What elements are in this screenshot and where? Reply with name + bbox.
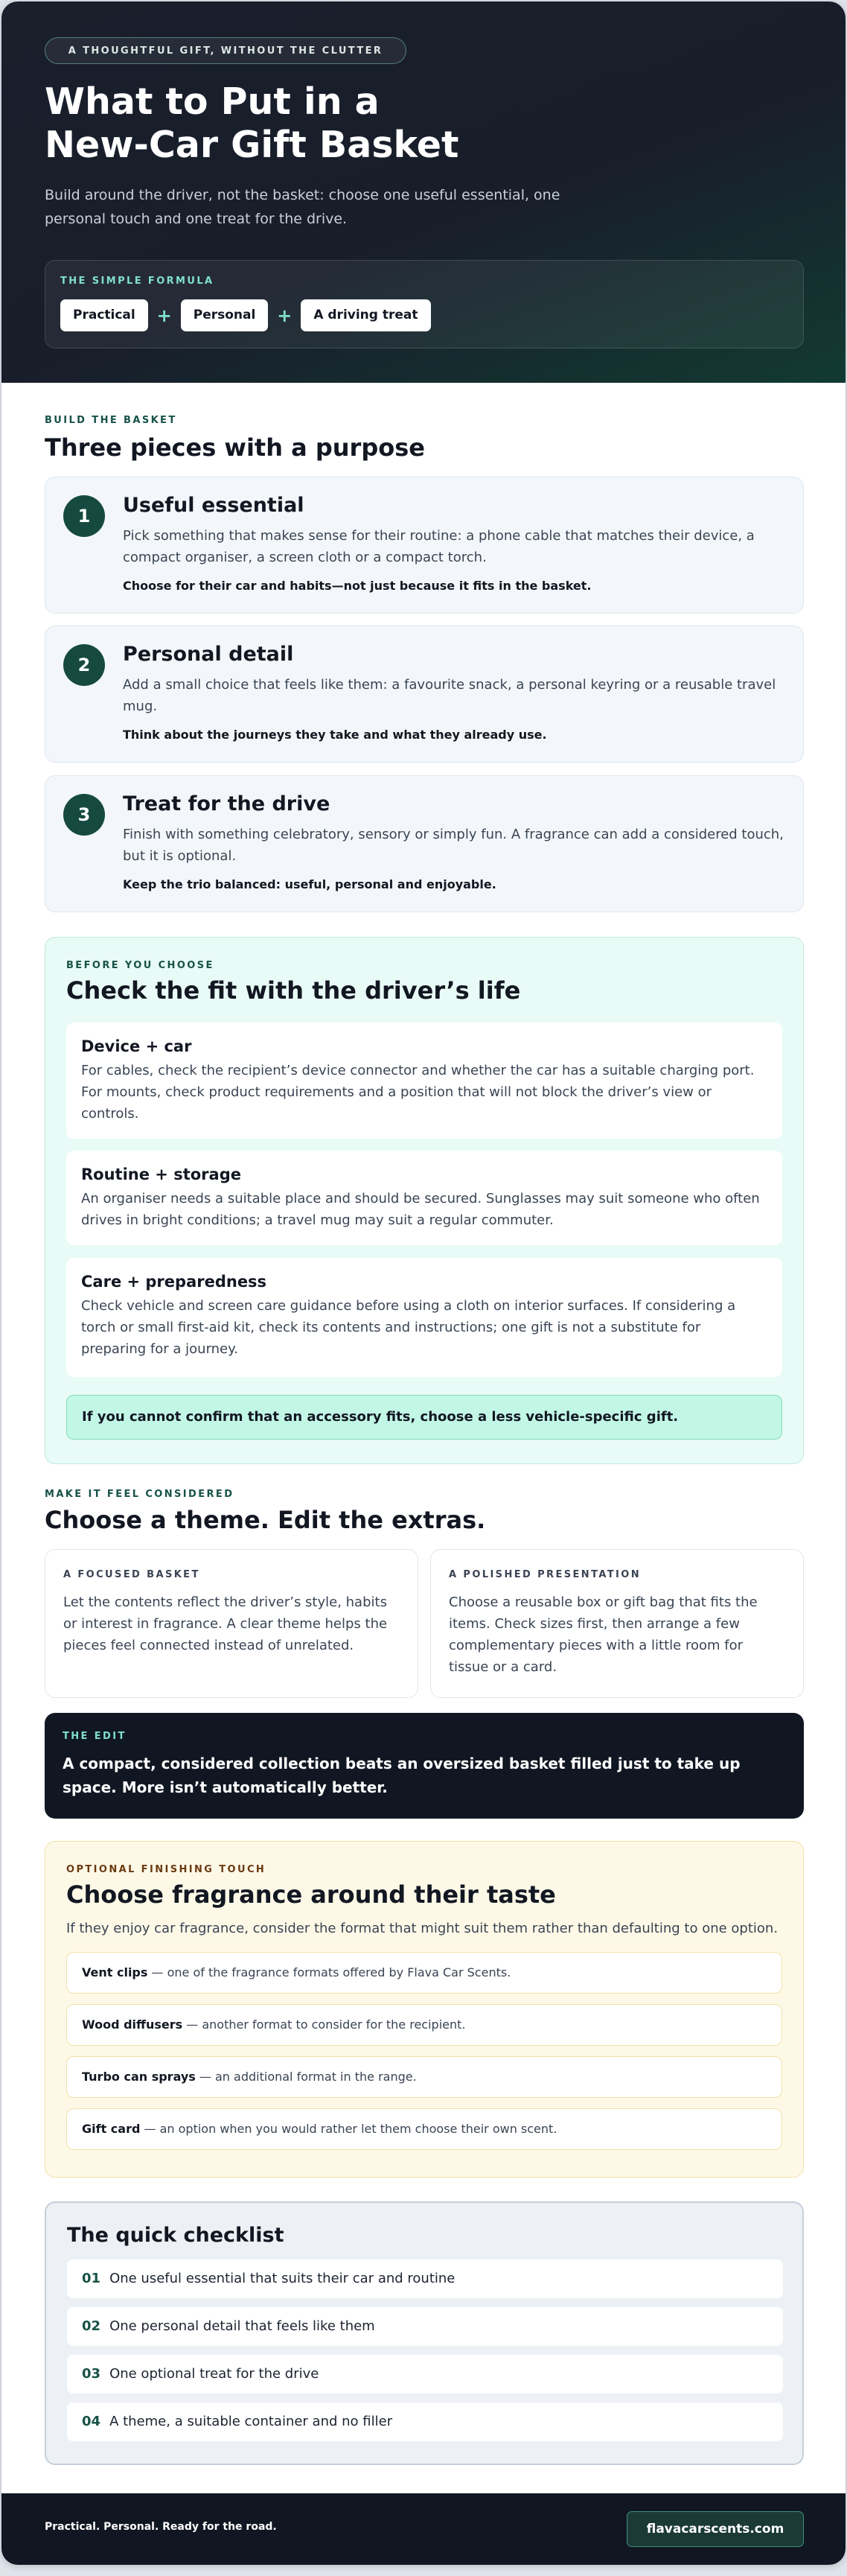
step-card-1 — [45, 477, 804, 614]
fit-card-routine — [66, 1151, 782, 1245]
title-line-1: What to Put in a — [45, 80, 380, 123]
fit-card-title: Device + car — [81, 1037, 192, 1055]
fit-title: Check the fit with the driver’s life — [66, 976, 521, 1005]
fragrance-item-name: Turbo can sprays — [82, 2070, 196, 2084]
formula-box — [45, 260, 804, 349]
fragrance-section — [45, 1841, 804, 2178]
fit-card-text: For cables, check the recipient’s device connector and whether the car has a suitable charging port. For mounts, check product requirements and a position that will not block the driver’s view or controls. — [81, 1063, 755, 1122]
fragrance-item-name: Gift card — [82, 2122, 141, 2136]
edit-text: A compact, considered collection beats an oversized basket filled just to take up space. More isn’t automatically better. — [63, 1755, 741, 1796]
fit-card-title: Care + preparedness — [81, 1273, 267, 1291]
fragrance-item-desc: — an additional format in the range. — [195, 2070, 417, 2084]
fragrance-intro: If they enjoy car fragrance, consider the format that might suit them rather than defaulting to one option. — [66, 1921, 779, 1936]
step-number-badge: 1 — [63, 495, 105, 537]
step-text: Finish with something celebratory, sensory or simply fun. A fragrance can add a considered touch, but it is optional. — [123, 827, 784, 864]
theme-card-label: A POLISHED PRESENTATION — [449, 1569, 642, 1580]
theme-card-presentation — [430, 1549, 804, 1698]
edit-label: THE EDIT — [63, 1731, 127, 1742]
checklist-text: One optional treat for the drive — [109, 2366, 319, 2382]
formula-row — [60, 299, 431, 331]
checklist-text: One personal detail that feels like them — [109, 2318, 375, 2334]
checklist-number: 03 — [82, 2366, 101, 2382]
plus-icon: + — [156, 305, 172, 326]
fit-eyebrow: BEFORE YOU CHOOSE — [66, 960, 214, 971]
checklist-item — [67, 2259, 783, 2298]
formula-label: THE SIMPLE FORMULA — [60, 276, 214, 287]
checklist-item — [67, 2402, 783, 2441]
step-card-3 — [45, 775, 804, 912]
step-title: Useful essential — [123, 494, 304, 517]
fragrance-item-wood-diffusers — [66, 2004, 782, 2046]
fit-card-text: An organiser needs a suitable place and should be secured. Sunglasses may suit someone who often drives in bright conditions; a travel mug may suit a regular commuter. — [81, 1191, 760, 1228]
build-eyebrow: BUILD THE BASKET — [45, 415, 177, 426]
step-text: Pick something that makes sense for their routine: a phone cable that matches their device, a compact organiser, a screen cloth or a compact torch. — [123, 528, 755, 565]
plus-icon: + — [277, 305, 293, 326]
fragrance-item-desc: — one of the fragrance formats offered by Flava Car Scents. — [147, 1965, 511, 1979]
fragrance-item-name: Vent clips — [82, 1965, 148, 1979]
fragrance-item-desc: — another format to consider for the recipient. — [182, 2017, 466, 2032]
fit-alert: If you cannot confirm that an accessory fits, choose a less vehicle-specific gift. — [66, 1395, 782, 1440]
fragrance-eyebrow: OPTIONAL FINISHING TOUCH — [66, 1864, 266, 1875]
step-note: Think about the journeys they take and what they already use. — [123, 728, 547, 742]
hero-eyebrow-pill: A THOUGHTFUL GIFT, WITHOUT THE CLUTTER — [45, 37, 406, 64]
website-link[interactable]: flavacarscents.com — [627, 2511, 804, 2547]
theme-title: Choose a theme. Edit the extras. — [45, 1506, 486, 1534]
checklist-title: The quick checklist — [67, 2224, 284, 2247]
formula-chip-practical: Practical — [60, 299, 148, 331]
fragrance-item-desc: — an option when you would rather let them choose their own scent. — [140, 2122, 557, 2136]
formula-chip-personal: Personal — [181, 299, 269, 331]
fragrance-item-turbo-sprays — [66, 2056, 782, 2098]
checklist-number: 01 — [82, 2271, 101, 2286]
step-title: Treat for the drive — [123, 792, 330, 815]
page-title — [45, 80, 715, 167]
fit-card-title: Routine + storage — [81, 1165, 241, 1183]
hero-subtitle: Build around the driver, not the basket: choose one useful essential, one personal touch and one treat for the drive. — [45, 187, 560, 227]
step-title: Personal detail — [123, 643, 294, 666]
build-title: Three pieces with a purpose — [45, 433, 425, 462]
theme-card-label: A FOCUSED BASKET — [63, 1569, 200, 1580]
fragrance-title: Choose fragrance around their taste — [66, 1880, 556, 1909]
step-card-2 — [45, 626, 804, 763]
hero-section — [1, 1, 846, 383]
step-note: Keep the trio balanced: useful, personal and enjoyable. — [123, 877, 496, 891]
gift-guide-page — [1, 1, 846, 2565]
checklist-text: One useful essential that suits their car and routine — [109, 2271, 456, 2286]
fit-card-care — [66, 1258, 782, 1377]
edit-callout — [45, 1713, 804, 1819]
checklist-section — [45, 2201, 804, 2465]
footer — [1, 2493, 846, 2565]
step-number-badge: 2 — [63, 644, 105, 686]
theme-card-text: Let the contents reflect the driver’s style, habits or interest in fragrance. A clear theme helps the pieces feel connected instead of unrelated. — [63, 1594, 388, 1653]
fragrance-item-name: Wood diffusers — [82, 2017, 183, 2032]
title-line-2: New-Car Gift Basket — [45, 124, 459, 166]
checklist-item — [67, 2355, 783, 2394]
formula-chip-treat: A driving treat — [301, 299, 430, 331]
checklist-number: 02 — [82, 2318, 101, 2334]
fit-card-text: Check vehicle and screen care guidance before using a cloth on interior surfaces. If considering a torch or small first-aid kit, check its contents and instructions; one gift is not a substitute for preparing for a journey. — [81, 1298, 736, 1357]
theme-card-text: Choose a reusable box or gift bag that fits the items. Check sizes first, then arrange a few complementary pieces with a little room for tissue or a card. — [449, 1594, 758, 1675]
step-note: Choose for their car and habits—not just because it fits in the basket. — [123, 579, 592, 593]
fit-section — [45, 937, 804, 1464]
checklist-number: 04 — [82, 2414, 101, 2429]
checklist-item — [67, 2307, 783, 2346]
fit-card-device — [66, 1023, 782, 1139]
step-text: Add a small choice that feels like them: a favourite snack, a personal keyring or a reusable travel mug. — [123, 677, 776, 714]
theme-card-focused — [45, 1549, 418, 1698]
fragrance-item-gift-card — [66, 2108, 782, 2150]
fragrance-item-vent-clips — [66, 1952, 782, 1994]
footer-tagline: Practical. Personal. Ready for the road. — [45, 2521, 277, 2533]
step-number-badge: 3 — [63, 794, 105, 836]
theme-eyebrow: MAKE IT FEEL CONSIDERED — [45, 1489, 234, 1500]
checklist-text: A theme, a suitable container and no filler — [109, 2414, 393, 2429]
